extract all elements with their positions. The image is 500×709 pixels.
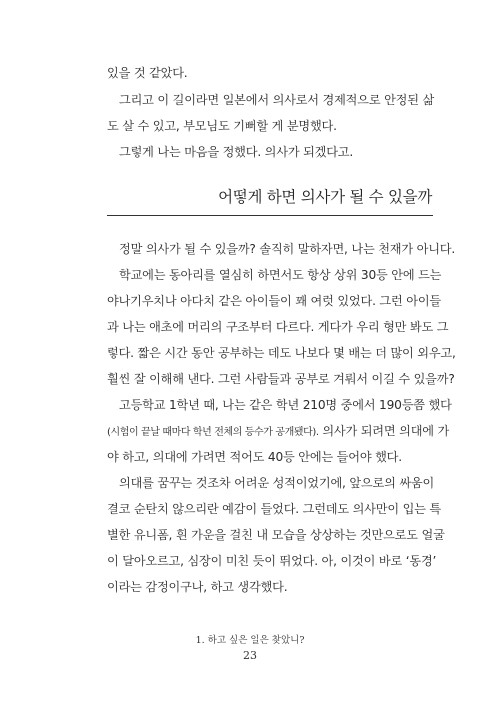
text-line: 결코 순탄치 않으리란 예감이 들었다. 그런데도 의사만이 입는 특: [107, 502, 441, 516]
text-line: 있을 것 같았다.: [107, 66, 188, 80]
text-line: 정말 의사가 될 수 있을까? 솔직히 말하자면, 나는 천재가 아니다.: [119, 242, 456, 256]
text-line: 야 하고, 의대에 가려면 적어도 40등 안에는 들어야 했다.: [107, 450, 402, 464]
text-fragment: 의사가 되려면 의대에 가: [322, 424, 450, 438]
text-line: 고등학교 1학년 때, 나는 같은 학년 210명 중에서 190등쯤 했다: [119, 398, 452, 412]
text-line: 렇다. 짧은 시간 동안 공부하는 데도 나보다 몇 배는 더 많이 외우고,: [107, 346, 456, 360]
footnote-parenthetical: (시험이 끝날 때마다 학년 전체의 등수가 공개됐다).: [107, 427, 319, 438]
text-line: 도 살 수 있고, 부모님도 기뻐할 게 분명했다.: [107, 119, 337, 133]
text-line-with-note: [107, 422, 450, 442]
text-line: 그리고 이 길이라면 일본에서 의사로서 경제적으로 안정된 삶: [119, 93, 435, 107]
text-line: 그렇게 나는 마음을 정했다. 의사가 되겠다고.: [119, 145, 354, 159]
text-line: 의대를 꿈꾸는 것조차 어려운 성적이었기에, 앞으로의 싸움이: [119, 476, 435, 490]
section-heading: 어떻게 하면 의사가 될 수 있을까: [218, 188, 432, 206]
text-line: 야나기우치나 아다치 같은 아이들이 꽤 여럿 있었다. 그런 아이들: [107, 294, 441, 308]
text-line: 별한 유니폼, 흰 가운을 걸친 내 모습을 상상하는 것만으로도 얼굴: [107, 528, 445, 542]
text-line: 이 달아오르고, 심장이 미친 듯이 뛰었다. 아, 이것이 바로 ‘동경’: [107, 554, 437, 568]
text-line: 학교에는 동아리를 열심히 하면서도 항상 상위 30등 안에 드는: [119, 268, 442, 282]
page-number: 23: [243, 649, 257, 662]
text-line: 이라는 감정이구나, 하고 생각했다.: [107, 580, 288, 594]
text-line: 훨씬 잘 이해해 낸다. 그런 사람들과 공부로 겨뤄서 이길 수 있을까?: [107, 372, 455, 386]
running-footer-chapter-title: 1. 하고 싶은 일은 찾았니?: [195, 635, 305, 646]
text-line: 과 나는 애초에 머리의 구조부터 다르다. 게다가 우리 형만 봐도 그: [107, 320, 449, 334]
heading-rule: [107, 215, 433, 216]
